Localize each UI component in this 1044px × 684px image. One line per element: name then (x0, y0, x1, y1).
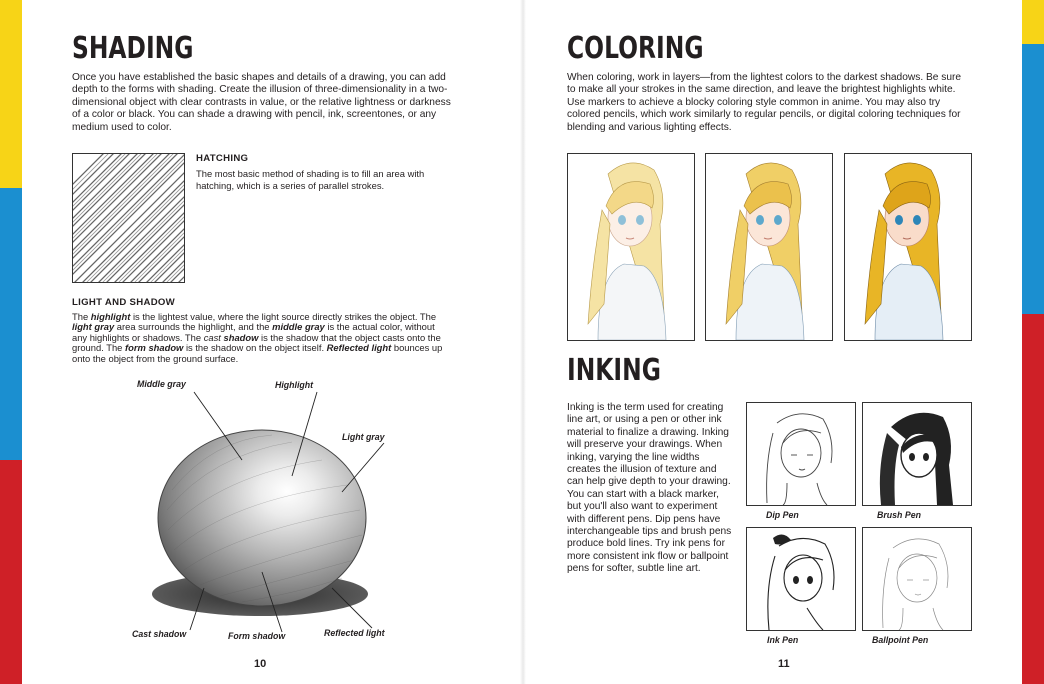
label-cast-shadow: Cast shadow (132, 629, 187, 639)
coloring-text: When coloring, work in layers—from the lightest colors to the darkest shadows. Be sure to make all your strokes in the same direction, and leave the brightest highlights white. Use markers to achieve a blocky coloring style common in anime. You may also try colored pencils, which work similarly to regular pencils, or digital coloring techniques for blending and various lighting effects. (567, 72, 962, 133)
term-form-shadow: form shadow (125, 342, 184, 354)
text-run: is the lightest value, where the light source directly strikes the object. The (130, 311, 437, 322)
red-band (1022, 314, 1044, 684)
right-page (526, 0, 1022, 684)
inking-text: Inking is the term used for creating line art, or using a pen or other ink material to finalize a drawing. Inking will preserve your drawings. When inking, varying the line widths creates the illusion of texture and can help give depth to your drawing. You can start with a black marker, but you'll also want to experiment with different pens. Dip pens have interchangeable tips and brush pens produce bold lines. Try ink pens for more consistent ink flow or ballpoint pens for softer, subtle line art. (567, 402, 732, 575)
right-color-edge (1022, 0, 1044, 684)
coloring-stage-1 (567, 153, 695, 341)
brush-pen-sample (862, 402, 972, 506)
shading-title: SHADING (72, 31, 194, 66)
term-light-gray: light gray (72, 321, 115, 333)
ink-pen-sample (746, 527, 856, 631)
coloring-stage-2 (705, 153, 833, 341)
left-page (22, 0, 520, 684)
yellow-band (0, 0, 22, 188)
caption-ink-pen: Ink Pen (767, 635, 799, 645)
line-art-sketch (747, 528, 855, 630)
anime-girl-illustration (845, 154, 971, 340)
sphere (158, 430, 366, 606)
light-and-shadow-text (72, 312, 450, 364)
page-number-right: 11 (778, 658, 790, 670)
hatching-swatch (72, 153, 185, 283)
dip-pen-sample (746, 402, 856, 506)
text-run: is the shadow on the object itself. (183, 342, 327, 354)
label-highlight: Highlight (275, 380, 314, 390)
term-middle-gray: middle gray (272, 321, 325, 333)
coloring-title: COLORING (567, 31, 704, 66)
label-middle-gray: Middle gray (137, 379, 186, 389)
coloring-stage-3 (844, 153, 972, 341)
text-run: area surrounds the highlight, and the (114, 321, 273, 333)
shaded-sphere-illustration (122, 380, 412, 640)
shading-intro: Once you have established the basic shapes and details of a drawing, you can add depth to the forms with shading. Create the illusion of three-dimensionality in a two-dimensional object with clear contrasts in value, or the relative lightness or darkness of a color or black. You can shade a drawing with pencil, ink, screentones, or any medium used to color. (72, 72, 451, 133)
text-run: is the actual color, without any highlights or shadows. The (72, 321, 435, 343)
term-highlight: highlight (90, 311, 131, 322)
text-run: is the shadow that the object casts onto the ground. The (72, 331, 441, 354)
hatching-text: The most basic method of shading is to fill an area with hatching, which is a series of parallel strokes. (196, 168, 425, 191)
hatching-strokes (73, 154, 184, 282)
hatching-heading: HATCHING (196, 153, 249, 164)
line-art-sketch (747, 403, 855, 505)
term-shadow: shadow (223, 331, 259, 343)
ballpoint-pen-sample (862, 527, 972, 631)
red-band (0, 460, 22, 684)
text-run: bounces up onto the object from the ground surface. (72, 342, 443, 364)
caption-ballpoint-pen: Ballpoint Pen (872, 635, 929, 645)
anime-girl-illustration (568, 154, 694, 340)
caption-brush-pen: Brush Pen (877, 510, 921, 520)
inking-title: INKING (567, 353, 661, 388)
label-form-shadow: Form shadow (228, 631, 286, 641)
blue-band (0, 188, 22, 460)
anime-girl-illustration (706, 154, 832, 340)
left-color-edge (0, 0, 22, 684)
label-light-gray: Light gray (342, 432, 385, 442)
yellow-band (1022, 0, 1044, 44)
light-and-shadow-heading: LIGHT AND SHADOW (72, 297, 176, 308)
line-art-sketch (863, 528, 971, 630)
line-art-sketch (863, 403, 971, 505)
text-run: The (72, 311, 91, 322)
caption-dip-pen: Dip Pen (766, 510, 799, 520)
label-reflected-light: Reflected light (324, 628, 385, 638)
blue-band (1022, 44, 1044, 314)
term-reflected-light: Reflected light (326, 342, 392, 354)
term-cast: cast (203, 331, 224, 343)
page-number-left: 10 (254, 658, 267, 670)
